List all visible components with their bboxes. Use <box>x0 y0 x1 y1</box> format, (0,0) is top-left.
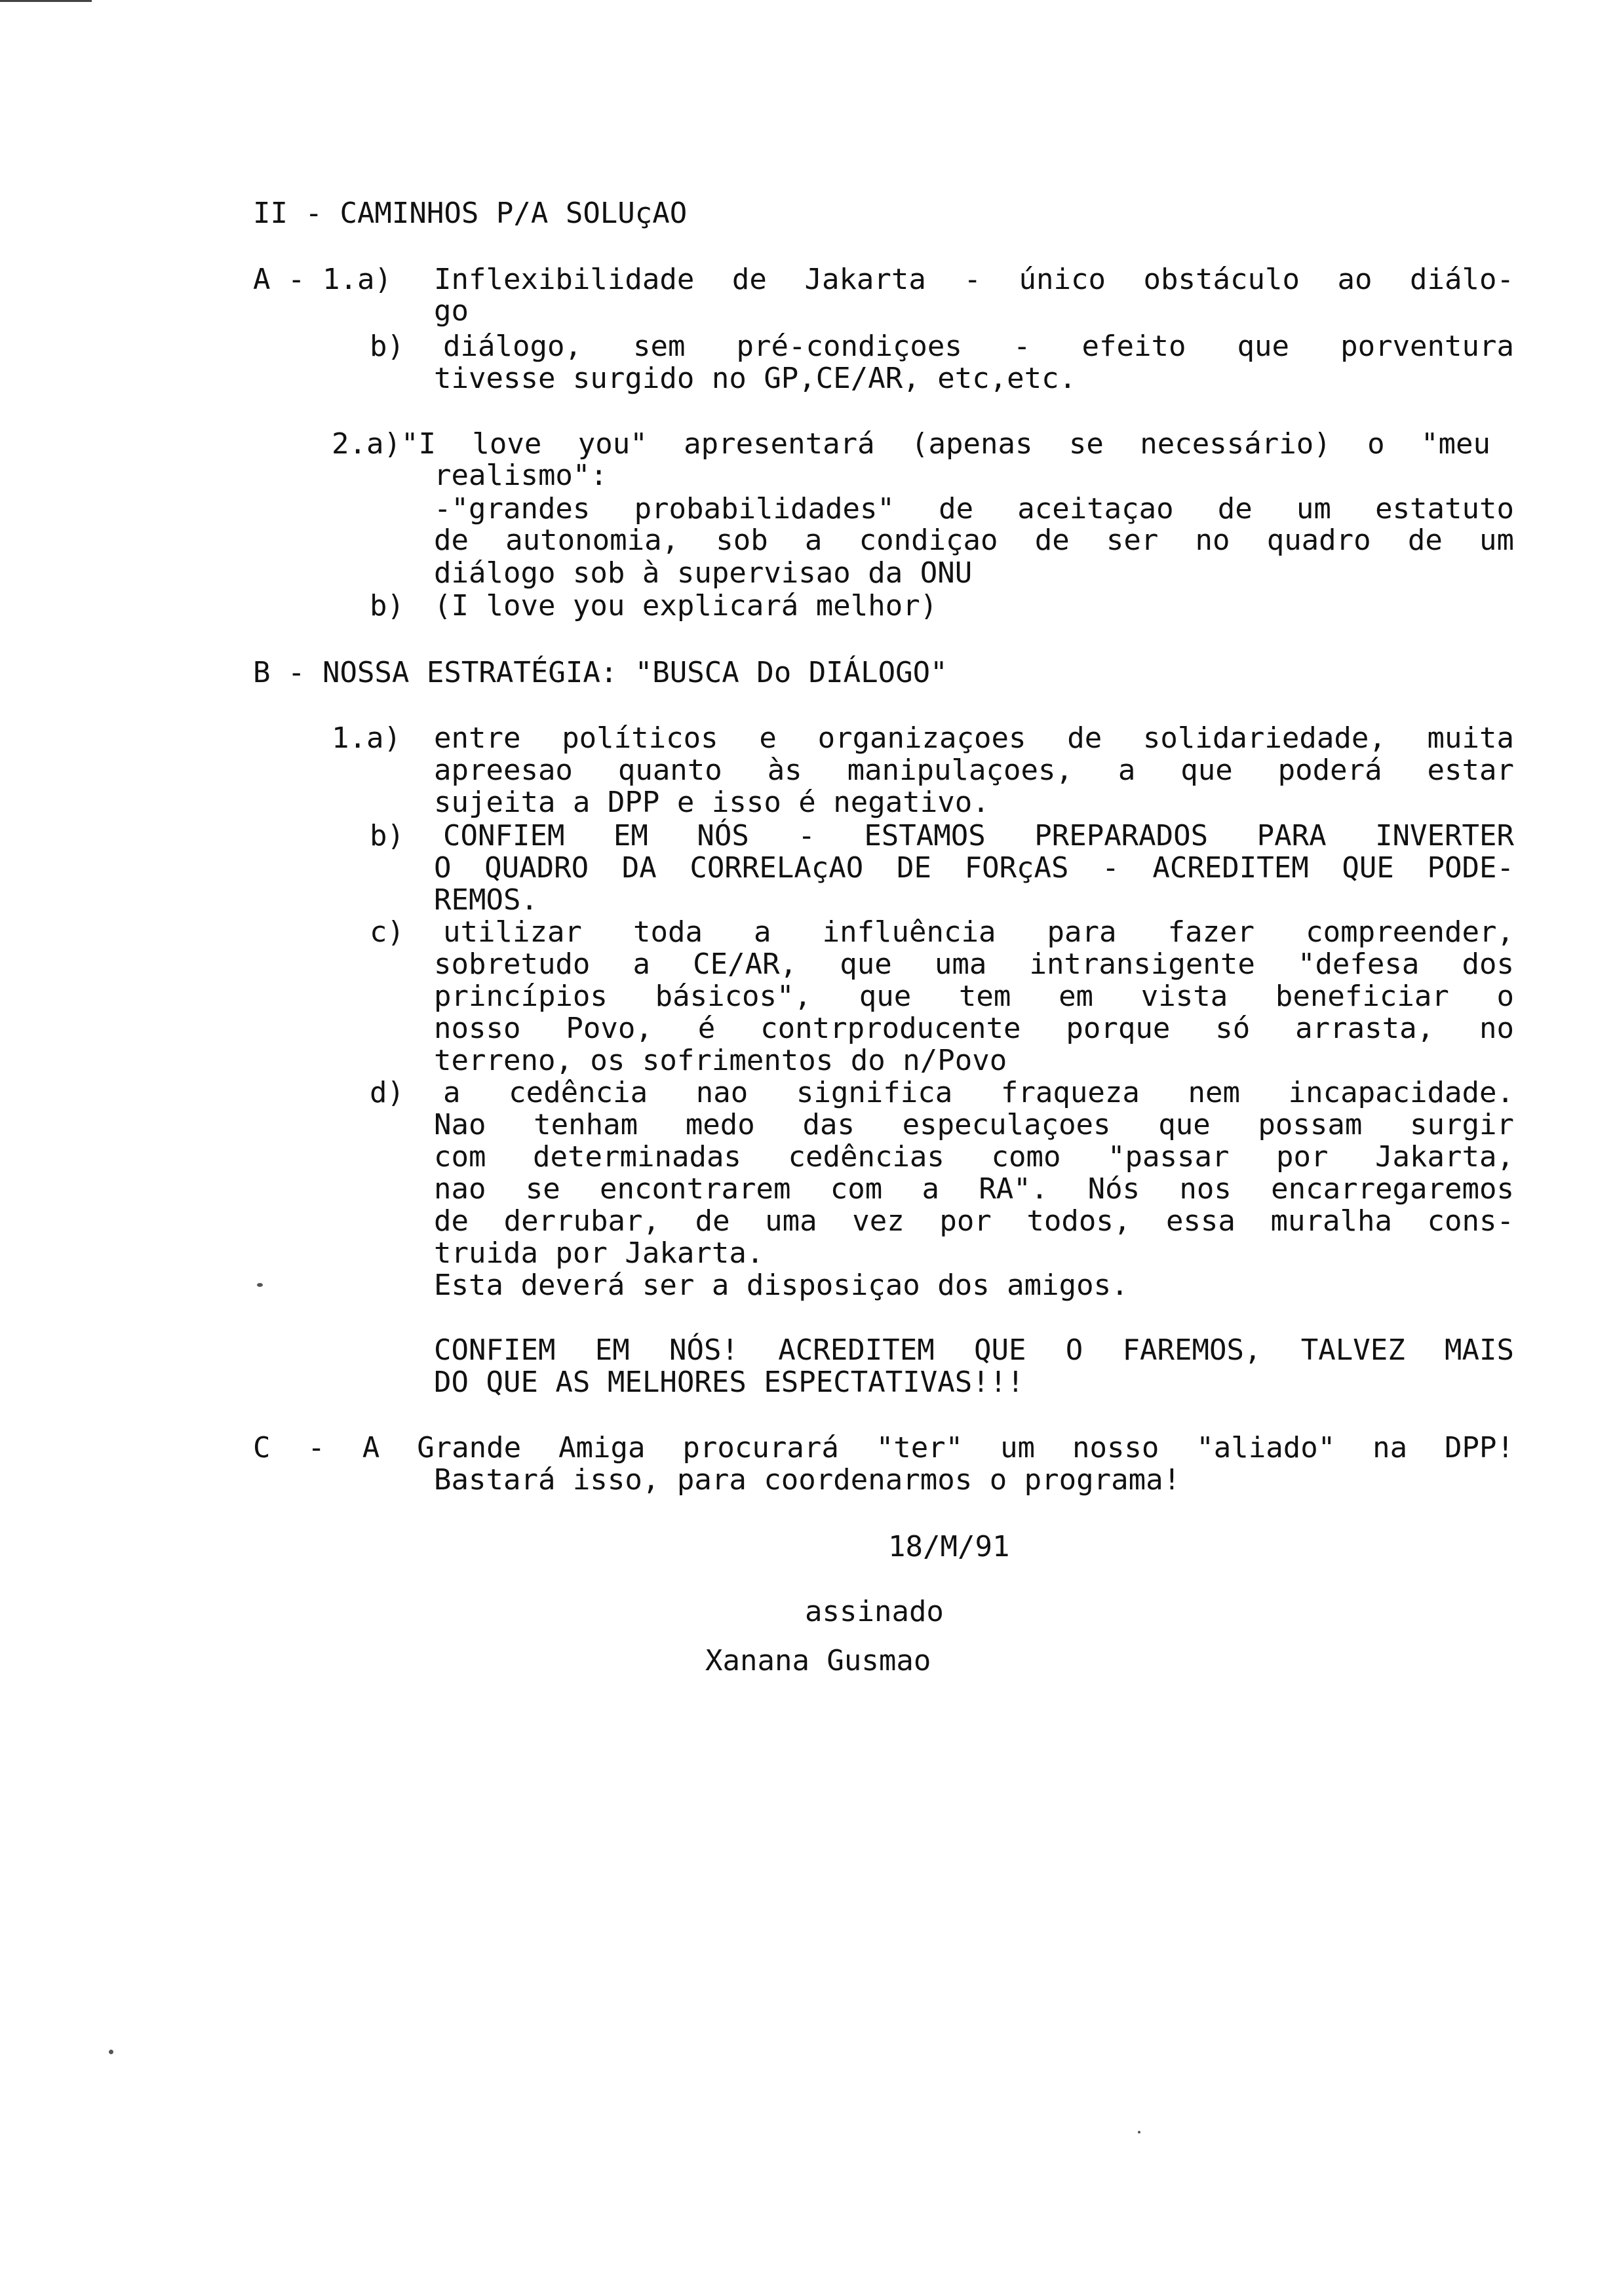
text-line: utilizar toda a influência para fazer compreender, <box>443 915 1514 949</box>
text-line: tivesse surgido no GP,CE/AR, etc,etc. <box>434 362 1077 395</box>
text-line: sobretudo a CE/AR, que uma intransigente "defesa dos <box>434 947 1514 981</box>
item-marker-b1d: d) <box>370 1076 404 1109</box>
text-line: de derrubar, de uma vez por todos, essa muralha cons- <box>434 1204 1514 1238</box>
text-line: princípios básicos", que tem em vista beneficiar o <box>434 980 1514 1013</box>
document-date: 18/M/91 <box>888 1530 1010 1563</box>
text-line: sujeita a DPP e isso é negativo. <box>434 786 990 819</box>
item-marker-b1b: b) <box>370 819 404 852</box>
section-c-line: Bastará isso, para coordenarmos o programa! <box>434 1463 1181 1497</box>
text-line: REMOS. <box>434 883 538 917</box>
text-line: nao se encontrarem com a RA". Nós nos encarregaremos <box>434 1172 1514 1206</box>
text-line: 2.a)"I love you" apresentará (apenas se necessário) o "meu <box>332 427 1490 461</box>
text-line: de autonomia, sob a condiçao de ser no quadro de um <box>434 524 1514 557</box>
text-line: apreesao quanto às manipulaçoes, a que poderá estar <box>434 754 1514 787</box>
text-line: Nao tenham medo das especulaçoes que possam surgir <box>434 1108 1514 1141</box>
text-line: go <box>434 294 469 328</box>
signed-label: assinado <box>805 1595 944 1628</box>
text-line: CONFIEM EM NÓS - ESTAMOS PREPARADOS PARA INVERTER <box>443 819 1514 852</box>
text-line: (I love you explicará melhor) <box>434 589 938 622</box>
signatory-name: Xanana Gusmao <box>705 1644 931 1677</box>
text-line: truida por Jakarta. <box>434 1236 764 1270</box>
item-marker-a1a: A - 1.a) <box>253 263 392 296</box>
section-title-b: B - NOSSA ESTRATÉGIA: "BUSCA Do DIÁLOGO" <box>253 656 948 689</box>
item-marker-b1c: c) <box>370 915 404 949</box>
text-line: realismo": <box>434 459 608 492</box>
text-line: diálogo, sem pré-condiçoes - efeito que porventura <box>443 330 1514 363</box>
item-marker-a1b: b) <box>370 330 404 363</box>
text-line: a cedência nao significa fraqueza nem incapacidade. <box>443 1076 1514 1109</box>
scan-edge-mark <box>0 0 92 2</box>
text-line: entre políticos e organizaçoes de solidariedade, muita <box>434 721 1514 755</box>
text-line: terreno, os sofrimentos do n/Povo <box>434 1044 1007 1077</box>
section-heading: II - CAMINHOS P/A SOLUçAO <box>253 197 688 230</box>
text-line: Esta deverá ser a disposiçao dos amigos. <box>434 1269 1129 1302</box>
scan-speck <box>109 2050 113 2054</box>
text-line: -"grandes probabilidades" de aceitaçao de um estatuto <box>434 492 1514 526</box>
item-marker-b1a: 1.a) <box>332 721 401 755</box>
item-marker-a2b: b) <box>370 589 404 622</box>
text-line: O QUADRO DA CORRELAçAO DE FORçAS - ACREDITEM QUE PODE- <box>434 851 1514 885</box>
scan-speck <box>257 1283 263 1287</box>
section-c-line: C - A Grande Amiga procurará "ter" um nosso "aliado" na DPP! <box>253 1431 1514 1464</box>
text-line: diálogo sob à supervisao da ONU <box>434 556 973 590</box>
text-line: Inflexibilidade de Jakarta - único obstáculo ao diálo- <box>434 263 1514 296</box>
emphasis-line: DO QUE AS MELHORES ESPECTATIVAS!!! <box>434 1366 1024 1399</box>
text-line: com determinadas cedências como "passar por Jakarta, <box>434 1140 1514 1174</box>
scan-speck <box>1138 2131 1140 2133</box>
text-line: nosso Povo, é contrproducente porque só arrasta, no <box>434 1012 1514 1045</box>
emphasis-line: CONFIEM EM NÓS! ACREDITEM QUE O FAREMOS, TALVEZ MAIS <box>434 1333 1514 1367</box>
